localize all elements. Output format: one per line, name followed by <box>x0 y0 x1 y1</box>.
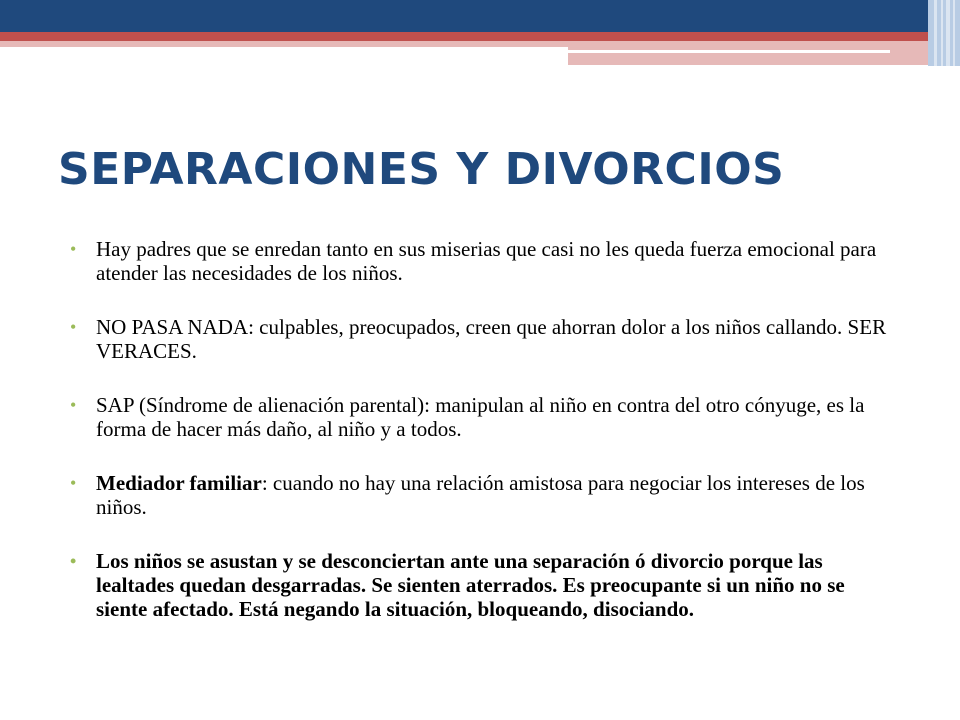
bullet-icon: • <box>70 239 77 259</box>
bullet-icon: • <box>70 551 77 571</box>
header-stripe <box>953 0 955 66</box>
bullet-lead: Mediador familiar <box>96 471 262 495</box>
bullet-item <box>68 471 888 519</box>
header-band-pink-low <box>568 59 774 65</box>
bullet-icon: • <box>70 317 77 337</box>
bullet-text: NO PASA NADA: culpables, preocupados, creen que ahorran dolor a los niños callando. SER VERACES. <box>96 315 887 363</box>
bullet-item <box>68 549 888 621</box>
bullet-text: SAP (Síndrome de alienación parental): manipulan al niño en contra del otro cónyuge, es la forma de hacer más daño, al niño y a todos. <box>96 393 865 441</box>
bullet-icon: • <box>70 473 77 493</box>
header-band-red <box>0 32 960 41</box>
header-band-white-line <box>568 50 890 53</box>
bullet-item <box>68 393 888 441</box>
header-band-blue <box>0 0 960 32</box>
bullet-list <box>68 237 888 651</box>
header-stripe <box>934 0 937 66</box>
bullet-item <box>68 315 888 363</box>
bullet-text: Hay padres que se enredan tanto en sus miserias que casi no les queda fuerza emocional para atender las necesidades de los niños. <box>96 237 877 285</box>
slide-title: SEPARACIONES Y DIVORCIOS <box>58 144 785 195</box>
header-stripe <box>941 0 943 66</box>
bullet-text: : cuando no hay una relación amistosa para negociar los intereses de los niños. <box>96 471 865 519</box>
bullet-icon: • <box>70 395 77 415</box>
bullet-text: Los niños se asustan y se desconciertan ante una separación ó divorcio porque las lealtades quedan desgarradas. Se sienten aterrados. Es preocupante si un niño no se siente afectado. Está negando la situación, bloqueando, disociando. <box>96 549 845 621</box>
bullet-item <box>68 237 888 285</box>
header-band-light-blue <box>928 0 960 66</box>
header-stripe <box>946 0 950 66</box>
